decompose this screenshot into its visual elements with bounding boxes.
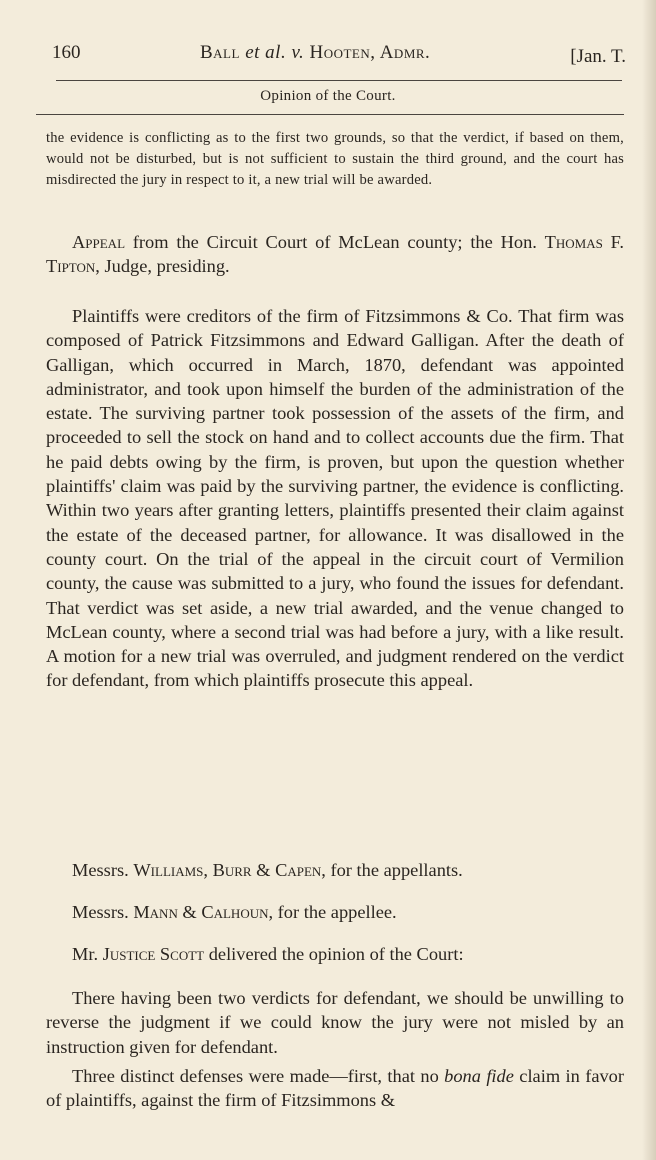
para2-italic: bona fide — [444, 1066, 514, 1086]
counsel-role: , for the appellants. — [321, 860, 463, 880]
appeal-text: from the Circuit Court of McLean county; the Hon. — [125, 232, 545, 252]
opinion-paragraph-2 — [46, 1064, 624, 1113]
page-number: 160 — [52, 42, 81, 63]
running-head-v: v. — [286, 42, 310, 63]
justice-name: Justice Scott — [102, 944, 205, 964]
counsel-names: Mann & Calhoun — [133, 902, 269, 922]
appeal-line — [46, 230, 624, 279]
counsel-names: Williams, Burr & Capen — [133, 860, 322, 880]
running-head — [200, 42, 430, 64]
counsel-prefix: Messrs. — [72, 902, 134, 922]
counsel-role: , for the appellee. — [268, 902, 397, 922]
counsel-appellants — [46, 858, 624, 882]
headnote-tail: the evidence is conflicting as to the first two grounds, so that the verdict, if based on them, would not be disturbed, but is not sufficient to sustain the third ground, and the court has misdirected the jury in respect to it, a new trial will be awarded. — [46, 130, 624, 188]
term-label: [Jan. T. — [570, 46, 626, 67]
running-head-italic: et al. — [245, 42, 287, 63]
para2-pre: Three distinct defenses were made—first, that no — [72, 1066, 445, 1086]
running-head-part: Ball — [200, 42, 246, 63]
delivered-text: delivered the opinion of the Court: — [204, 944, 464, 964]
appeal-lead: Appeal — [72, 232, 126, 252]
delivered-prefix: Mr. — [72, 944, 103, 964]
statement-of-case: Plaintiffs were creditors of the firm of Fitzsimmons & Co. That firm was composed of Patrick Fitzsimmons and Edward Galligan. After the death of Galligan, which occurred in March, 1870, defendant was appointed administrator, and took upon himself the burden of the administration of the estate. The surviving partner took possession of the assets of the firm, and proceeded to sell the stock on hand and to collect accounts due the firm. That he paid debts owing by the firm, is proven, but upon the question whether plaintiffs' claim was paid by the surviving partner, the evidence is conflicting. Within two years after granting letters, plaintiffs presented their claim against the estate of the deceased partner, for allowance. It was disallowed in the county court. On the trial of the appeal in the circuit court of Vermilion county, the cause was submitted to a jury, who found the issues for defendant. That verdict was set aside, a new trial awarded, and the venue changed to McLean county, where a second trial was had before a jury, with a like result. A motion for a new trial was overruled, and judgment rendered on the verdict for defendant, from which plaintiffs prosecute this appeal. — [46, 306, 624, 691]
section-subheading: Opinion of the Court. — [260, 88, 396, 104]
page-edge-shadow — [642, 0, 656, 1160]
appeal-tail: , Judge, presiding. — [95, 256, 230, 277]
page-header — [52, 42, 626, 70]
opinion-delivered — [46, 942, 624, 966]
judge-name: Thomas F. Tipton — [46, 232, 624, 277]
running-head-part: Hooten, Admr. — [309, 42, 431, 63]
opinion-paragraph-1: There having been two verdicts for defendant, we should be unwilling to reverse the judgment if we could know the jury were not misled by an instruction given for defendant. — [46, 988, 624, 1057]
header-rule — [56, 80, 622, 81]
subheading-rule — [36, 114, 624, 115]
para2-post: claim in favor of plaintiffs, against the firm of Fitzsimmons & — [46, 1066, 625, 1111]
counsel-prefix: Messrs. — [72, 860, 134, 880]
counsel-appellee — [46, 900, 624, 924]
